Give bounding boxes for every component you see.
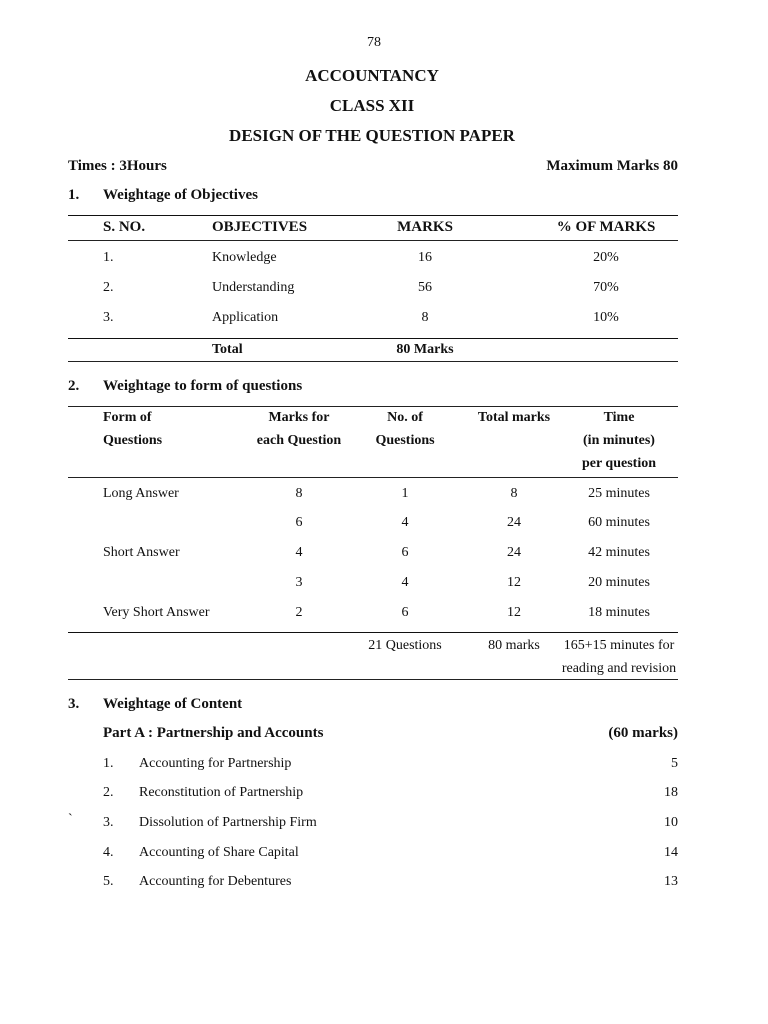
table2-row-number: 6 — [401, 545, 409, 560]
table2-row-form: Long Answer — [103, 486, 179, 501]
table2-header-marks-line2: each Question — [256, 433, 342, 448]
class-title: CLASS XII — [329, 96, 415, 115]
table1-header-rule — [68, 240, 678, 241]
table2-header-form-line1: Form of — [103, 410, 152, 425]
table1-header-marks: MARKS — [397, 219, 453, 235]
table1-row-percent: 20% — [593, 250, 619, 265]
section-1-title: Weightage of Objectives — [103, 187, 258, 203]
table2-summary-time-line1: 165+15 minutes for — [563, 638, 675, 653]
table1-row-marks: 8 — [421, 310, 429, 325]
table1-bottom-rule — [68, 361, 678, 362]
table2-row-number: 6 — [401, 605, 409, 620]
table1-row-percent: 10% — [593, 310, 619, 325]
content-item-label: Dissolution of Partnership Firm — [139, 815, 317, 830]
table1-row-marks: 16 — [418, 250, 432, 265]
content-item-label: Accounting for Partnership — [139, 756, 292, 771]
stray-mark: ` — [68, 812, 73, 827]
table2-row-marks: 8 — [295, 486, 303, 501]
table2-header-time-line3: per question — [581, 456, 657, 471]
table1-row-sno: 2. — [103, 280, 114, 295]
time-allowed: Times : 3Hours — [68, 158, 167, 174]
table2-row-form: Very Short Answer — [103, 605, 210, 620]
part-a-title: Part A : Partnership and Accounts — [103, 725, 324, 741]
table2-summary-top-rule — [68, 632, 678, 633]
table2-header-rule — [68, 477, 678, 478]
table1-row-objective: Application — [212, 310, 279, 325]
paper-design-title: DESIGN OF THE QUESTION PAPER — [229, 126, 515, 145]
table2-row-time: 20 minutes — [588, 575, 650, 590]
table2-row-total: 12 — [507, 575, 521, 590]
content-item-marks: 18 — [664, 785, 678, 800]
content-item-label: Accounting for Debentures — [139, 874, 292, 889]
table1-total-top-rule — [68, 338, 678, 339]
page-number: 78 — [367, 35, 381, 50]
table1-row-percent: 70% — [593, 280, 619, 295]
table2-summary-time-line2: reading and revision — [561, 661, 677, 676]
section-2-number: 2. — [68, 378, 80, 394]
table2-row-total: 12 — [507, 605, 521, 620]
table1-row-objective: Understanding — [212, 280, 295, 295]
table2-row-time: 42 minutes — [588, 545, 650, 560]
table2-row-total: 24 — [507, 515, 521, 530]
content-item-label: Reconstitution of Partnership — [139, 785, 304, 800]
table2-row-total: 8 — [510, 486, 518, 501]
table1-total-marks: 80 Marks — [396, 342, 454, 357]
section-2-title: Weightage to form of questions — [103, 378, 303, 394]
table2-header-time-line1: Time — [603, 410, 635, 425]
table1-row-marks: 56 — [418, 280, 432, 295]
document-title: ACCOUNTANCY — [305, 66, 439, 85]
table2-header-number-line1: No. of — [387, 410, 423, 425]
table2-header-number-line2: Questions — [375, 433, 435, 448]
content-item-marks: 5 — [671, 756, 678, 771]
table2-header-time-line2: (in minutes) — [583, 433, 655, 448]
table2-row-form: Short Answer — [103, 545, 180, 560]
table2-header-total: Total marks — [477, 410, 551, 425]
content-item-marks: 14 — [664, 845, 678, 860]
table2-summary-questions: 21 Questions — [368, 638, 442, 653]
table2-row-time: 25 minutes — [588, 486, 650, 501]
table1-row-sno: 1. — [103, 250, 114, 265]
section-3-title: Weightage of Content — [103, 696, 243, 712]
section-3-number: 3. — [68, 696, 80, 712]
table1-row-objective: Knowledge — [212, 250, 277, 265]
table1-header-sno: S. NO. — [103, 219, 146, 235]
table2-row-time: 18 minutes — [588, 605, 650, 620]
table2-top-rule — [68, 406, 678, 407]
table2-row-number: 4 — [401, 515, 409, 530]
content-item-marks: 13 — [664, 874, 678, 889]
table1-header-percent: % OF MARKS — [556, 219, 656, 235]
maximum-marks: Maximum Marks 80 — [546, 158, 678, 174]
content-item-number: 2. — [103, 785, 114, 800]
content-item-number: 1. — [103, 756, 114, 771]
content-item-number: 4. — [103, 845, 114, 860]
table2-header-marks-line1: Marks for — [268, 410, 330, 425]
table2-row-marks: 2 — [295, 605, 303, 620]
table2-header-form-line2: Questions — [103, 433, 163, 448]
content-item-number: 5. — [103, 874, 114, 889]
content-item-number: 3. — [103, 815, 114, 830]
table2-row-number: 1 — [401, 486, 409, 501]
table2-row-time: 60 minutes — [588, 515, 650, 530]
table1-header-objectives: OBJECTIVES — [212, 219, 308, 235]
table2-bottom-rule — [68, 679, 678, 680]
table2-row-number: 4 — [401, 575, 409, 590]
table2-row-marks: 3 — [295, 575, 303, 590]
table1-row-sno: 3. — [103, 310, 114, 325]
content-item-label: Accounting of Share Capital — [139, 845, 299, 860]
table2-row-marks: 4 — [295, 545, 303, 560]
table2-row-total: 24 — [507, 545, 521, 560]
part-a-marks: (60 marks) — [608, 725, 678, 741]
content-item-marks: 10 — [664, 815, 678, 830]
section-1-number: 1. — [68, 187, 80, 203]
table1-total-label: Total — [212, 342, 243, 357]
table2-summary-marks: 80 marks — [488, 638, 540, 653]
table2-row-marks: 6 — [295, 515, 303, 530]
table1-top-rule — [68, 215, 678, 216]
